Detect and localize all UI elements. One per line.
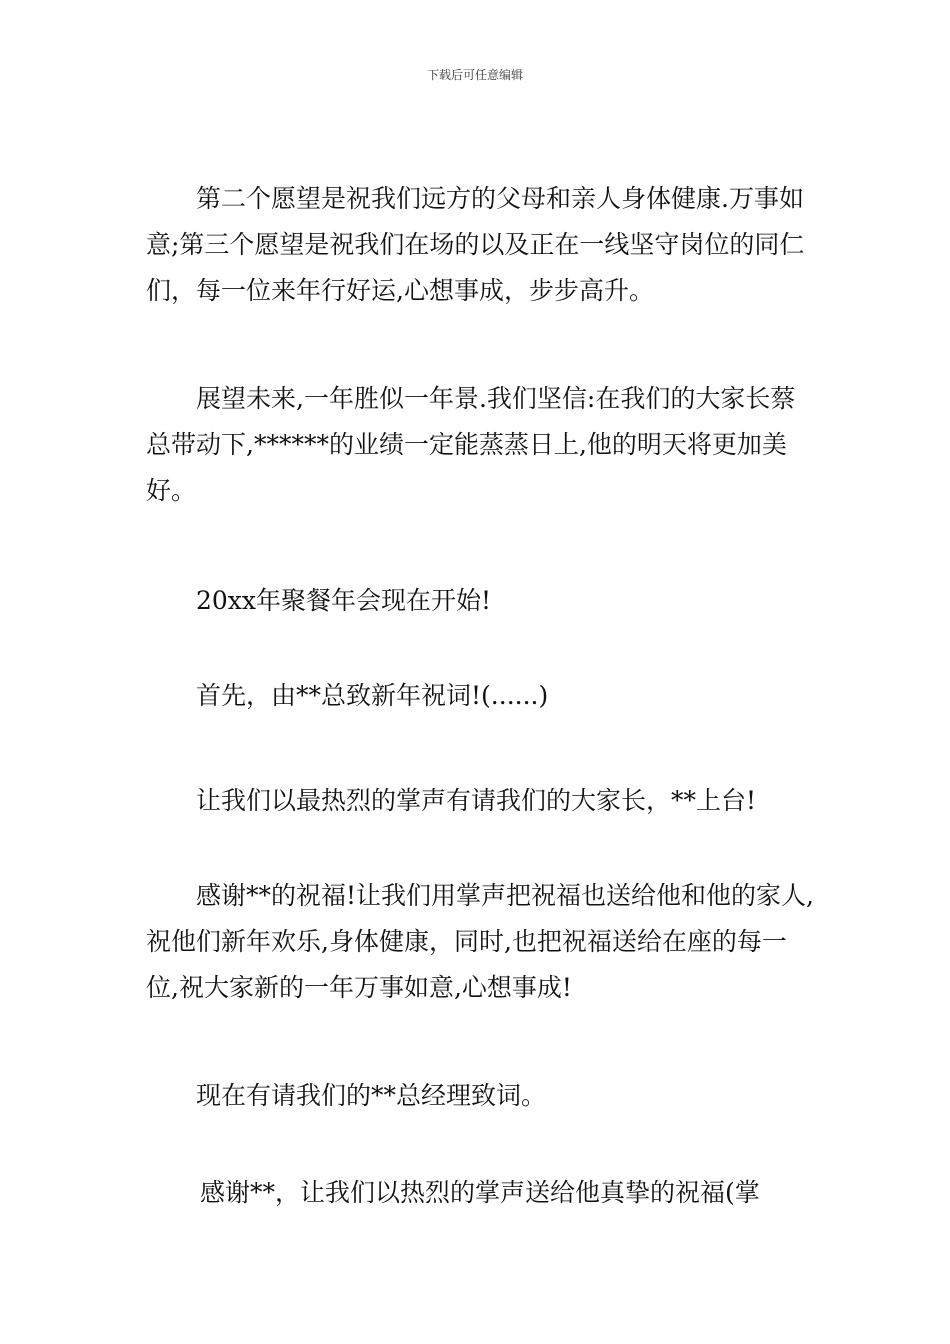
paragraph-wishes: 第二个愿望是祝我们远方的父母和亲人身体健康.万事如意;第三个愿望是祝我们在场的以及正在一线坚守岗位的同仁们，每一位来年行好运,心想事成，步步高升。 (146, 184, 805, 305)
paragraph-thanks-applause: 感谢**，让我们以热烈的掌声送给他真挚的祝福(掌 (200, 1178, 760, 1207)
paragraph-thanks-blessing: 感谢**的祝福!让我们用掌声把祝福也送给他和他的家人,祝他们新年欢乐,身体健康，同时,也把祝福送给在座的每一位,祝大家新的一年万事如意,心想事成! (146, 881, 814, 1002)
paragraph-opening: 20xx年聚餐年会现在开始! (196, 586, 492, 615)
paragraph-applause-invite: 让我们以最热烈的掌声有请我们的大家长，**上台! (196, 786, 757, 815)
paragraph-outlook: 展望未来,一年胜似一年景.我们坚信:在我们的大家长蔡总带动下,******的业绩一定能蒸蒸日上,他的明天将更加美好。 (146, 384, 796, 505)
paragraph-first-speech: 首先，由**总致新年祝词!(......) (196, 681, 549, 710)
page-header-note: 下载后可任意编辑 (426, 68, 523, 82)
paragraph-gm-speech: 现在有请我们的**总经理致词。 (196, 1081, 547, 1110)
